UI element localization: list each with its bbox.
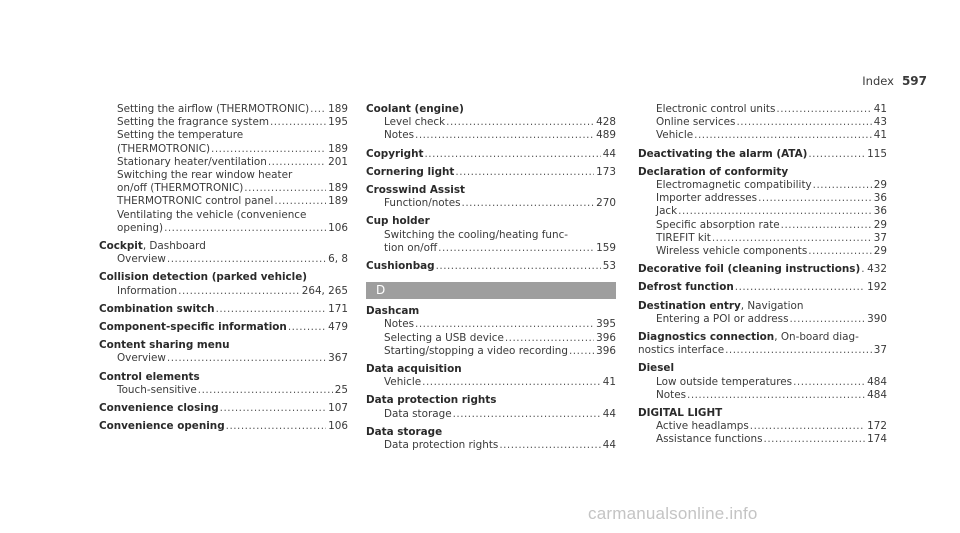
page-ref: 189 [328,103,348,115]
index-heading[interactable] [99,420,348,433]
heading-text: Diesel [638,362,675,375]
subentry[interactable] [366,318,616,331]
index-heading[interactable] [99,371,348,384]
subentry-text: Low outside temperatures [656,375,793,388]
dot-leader [164,222,326,235]
subentry[interactable] [99,195,348,208]
subentry-text: Setting the airflow (THERMOTRONIC) [117,103,310,115]
page-ref: 390 [867,312,887,325]
subentry[interactable] [99,222,348,235]
subentry-text: Setting the fragrance system [117,116,269,129]
page-ref: 396 [596,331,616,344]
heading-text: Convenience closing [99,402,219,415]
subentry[interactable] [638,129,887,142]
index-entry [99,240,348,266]
dot-leader [424,148,600,161]
page-ref: 264, 265 [301,284,348,297]
heading-text: Copyright [366,147,424,160]
page-ref: 479 [328,321,348,334]
dot-leader [725,344,872,357]
heading-qualifier: , On-board diag- [774,331,859,344]
index-entry [638,281,887,294]
dot-leader [198,384,333,397]
page-ref: 189 [328,142,348,155]
subentry-text: tion on/off [384,241,438,254]
subentry[interactable] [99,182,348,195]
dot-leader [438,242,594,255]
heading-text: DIGITAL LIGHT [638,407,723,420]
heading-text: Content sharing menu [99,339,230,352]
dot-leader [178,285,300,298]
dot-leader [462,197,595,210]
subentry-text: Online services [656,116,736,129]
index-heading[interactable] [638,263,887,276]
subentry[interactable] [366,116,616,129]
dot-leader [270,116,326,129]
watermark: carmanualsonline.info [588,504,758,523]
heading-text: Combination switch [99,302,215,315]
heading-text: Deactivating the alarm (ATA) [638,147,808,160]
page-ref: 41 [873,129,887,142]
subentry-text: on/off (THERMOTRONIC) [117,182,244,195]
page-ref: 29 [873,218,887,231]
page-ref: 367 [328,352,348,365]
subentry[interactable] [366,332,616,345]
subentry-text: (THERMOTRONIC) [117,142,211,155]
index-heading[interactable] [99,339,348,352]
index-heading[interactable] [638,362,887,375]
page-ref: 53 [602,260,616,273]
dot-leader [750,420,865,433]
index-entry [366,426,616,452]
page-ref: 192 [867,281,887,294]
page-ref: 189 [328,182,348,195]
page-ref: 107 [328,402,348,415]
dot-leader [736,116,871,129]
heading-text: Cup holder [366,215,430,228]
index-heading[interactable] [366,426,616,439]
index-heading[interactable] [366,215,616,228]
subentry-text: Starting/stopping a video recording [384,344,568,357]
page-header [862,74,927,88]
subentry[interactable] [638,420,887,433]
page-ref: 428 [596,116,616,129]
dot-leader [455,166,594,179]
index-heading[interactable] [366,103,616,116]
dot-leader [220,402,327,415]
subentry-text: Information [117,284,178,297]
page-ref: 195 [328,116,348,129]
dot-leader [415,129,594,142]
subentry-line: Switching the cooling/heating func- [384,228,569,241]
dot-leader [764,433,866,446]
page-ref: 44 [602,147,616,160]
index-heading[interactable] [638,281,887,294]
index-column-3 [638,103,887,447]
index-heading[interactable] [99,402,348,415]
index-entry [99,303,348,316]
dot-leader [288,321,326,334]
subentry-text: TIREFIT kit [656,231,711,244]
page-ref: 159 [596,241,616,254]
index-heading[interactable] [99,303,348,316]
subentry-text: Vehicle [656,129,694,142]
subentry[interactable] [638,205,887,218]
index-entry [99,103,348,235]
heading-text: Cushionbag [366,260,435,273]
dot-leader [712,232,872,245]
subentry[interactable] [638,116,887,129]
heading-qualifier: , Navigation [740,299,804,312]
page-ref: 201 [328,155,348,168]
subentry[interactable] [366,129,616,142]
dot-leader [268,156,326,169]
index-entry [366,260,616,273]
subentry[interactable] [638,245,887,258]
heading-text: Destination entry [638,299,741,312]
index-heading[interactable] [638,148,887,161]
subentry[interactable] [366,376,616,389]
dot-leader [422,376,601,389]
page-ref: 489 [596,129,616,142]
page-ref: 174 [867,433,887,446]
subentry-line: Switching the rear window heater [117,169,293,182]
subentry[interactable] [638,376,887,389]
index-heading[interactable] [366,260,616,273]
page-ref: 41 [873,103,887,115]
heading-text: Declaration of conformity [638,165,789,178]
subentry[interactable] [638,103,887,116]
page-ref: 115 [867,147,887,160]
index-entry [638,263,887,276]
dot-leader [167,352,326,365]
subentry[interactable] [366,197,616,210]
subentry[interactable] [366,439,616,452]
subentry-text: Specific absorption rate [656,218,780,231]
page-ref: 171 [328,302,348,315]
heading-text: Crosswind Assist [366,184,465,197]
dot-leader [793,376,865,389]
page-ref: 484 [867,375,887,388]
dot-leader [167,253,326,266]
page-ref: 36 [873,192,887,205]
index-entry [638,300,887,326]
index-entry [366,363,616,389]
index-entry [366,215,616,255]
index-heading[interactable] [638,331,887,344]
subentry[interactable] [638,192,887,205]
subentry-text: Active headlamps [656,420,749,433]
index-entry [366,148,616,161]
page-ref: 189 [328,195,348,208]
heading-text: Dashcam [366,305,420,318]
subentry-text: Vehicle [384,376,422,389]
dot-leader [446,116,594,129]
index-entry [99,339,348,365]
subentry-text: Wireless vehicle components [656,245,808,258]
index-entry [99,420,348,433]
dot-leader [310,103,326,116]
subentry-text: Touch-sensitive [117,383,197,396]
heading-text: Data storage [366,425,443,438]
index-heading[interactable] [366,184,616,197]
index-entry [638,103,887,143]
dot-leader [499,439,600,452]
page-ref: 44 [602,439,616,452]
subentry-text: Importer addresses [656,192,758,205]
subentry-line: Ventilating the vehicle (convenience [117,208,307,221]
index-heading[interactable] [99,271,348,284]
subentry-text: Notes [384,129,415,142]
heading-text: Data acquisition [366,363,462,376]
subentry[interactable] [366,345,616,358]
page-ref: 6, 8 [328,253,348,266]
dot-leader [808,245,871,258]
index-entry [638,166,887,258]
index-heading[interactable] [638,300,887,313]
index-entry [99,371,348,397]
page-ref: 432 [867,263,887,276]
subentry-text: Function/notes [384,197,461,210]
index-heading[interactable] [366,394,616,407]
subentry[interactable] [99,103,348,116]
subentry[interactable] [638,433,887,446]
page-ref: 36 [873,205,887,218]
subentry-text: Overview [117,352,166,365]
section-label: Index [862,74,894,88]
subentry-text: THERMOTRONIC control panel [117,195,274,208]
index-heading[interactable] [638,407,887,420]
subentry[interactable] [99,156,348,169]
subentry-text: Notes [656,388,687,401]
subentry-text: Selecting a USB device [384,331,504,344]
dot-leader [569,345,594,358]
index-entry [99,402,348,415]
subentry[interactable] [366,408,616,421]
subentry-text: Electromagnetic compatibility [656,179,812,192]
index-entry [99,321,348,334]
heading-text: Control elements [99,370,200,383]
heading-text: Component-specific information [99,321,287,334]
index-heading[interactable] [99,321,348,334]
page-ref: 37 [873,231,887,244]
index-entry [366,305,616,358]
page-ref: 44 [602,407,616,420]
subentry[interactable] [638,232,887,245]
index-entry [638,362,887,402]
page-ref: 172 [867,420,887,433]
index-entry [366,394,616,420]
page-ref: 396 [596,344,616,357]
heading-text: Collision detection (parked vehicle) [99,271,308,284]
subentry-text: Electronic control units [656,103,776,115]
heading-text: Cornering light [366,165,455,178]
page-ref: 173 [596,165,616,178]
subentry-line: Setting the temperature [117,129,244,142]
subentry-text: nostics interface [638,344,725,357]
subentry-text: Overview [117,253,166,266]
subentry[interactable] [99,352,348,365]
heading-qualifier: , Dashboard [142,240,206,253]
page-ref: 106 [328,221,348,234]
subentry[interactable] [99,384,348,397]
page-ref: 29 [873,179,887,192]
heading-text: Defrost function [638,281,734,294]
page-ref: 37 [873,344,887,357]
index-entry [366,184,616,210]
subentry[interactable] [638,219,887,232]
dot-leader [274,195,326,208]
dot-leader [226,420,327,433]
subentry-text: Entering a POI or address [656,312,789,325]
page-ref: 484 [867,388,887,401]
page-ref: 106 [328,420,348,433]
dot-leader [505,332,594,345]
page-ref: 25 [334,383,348,396]
subentry[interactable] [99,285,348,298]
dot-leader [694,129,872,142]
index-column-1 [99,103,348,433]
dot-leader [735,281,865,294]
subentry-text: Jack [656,205,678,218]
index-column-2 [366,103,616,452]
heading-text: Coolant (engine) [366,103,464,115]
heading-text: Convenience opening [99,420,225,433]
index-heading[interactable] [638,166,887,179]
dot-leader [776,103,871,116]
page-ref: 395 [596,318,616,331]
heading-text: Data protection rights [366,394,497,407]
subentry-text: Assistance functions [656,433,763,446]
dot-leader [687,389,865,402]
index-heading[interactable] [366,363,616,376]
subentry-text: Stationary heater/ventilation [117,155,267,168]
subentry-text: Level check [384,116,446,129]
index-entry [366,166,616,179]
letter-divider: D [366,282,616,299]
subentry-text: Data storage [384,407,452,420]
subentry[interactable] [638,389,887,402]
index-heading[interactable] [366,166,616,179]
subentry[interactable] [99,253,348,266]
index-heading[interactable] [99,240,348,253]
index-heading[interactable] [366,148,616,161]
heading-text: Diagnostics connection [638,331,775,344]
heading-text: Cockpit [99,240,143,253]
dot-leader [244,182,326,195]
index-entry [638,148,887,161]
dot-leader [453,408,601,421]
dot-leader [808,148,865,161]
index-entry [366,103,616,143]
dot-leader [211,143,326,156]
subentry-text: opening) [117,221,164,234]
index-entry [638,407,887,447]
subentry[interactable] [638,344,887,357]
dot-leader [678,205,872,218]
subentry[interactable] [99,116,348,129]
page-ref: 270 [596,197,616,210]
dot-leader [781,219,872,232]
dot-leader [790,313,866,326]
index-entry [638,331,887,357]
subentry-text: Notes [384,318,415,331]
dot-leader [436,260,601,273]
subentry[interactable] [638,313,887,326]
dot-leader [861,263,865,276]
subentry[interactable] [638,179,887,192]
index-entry [99,271,348,297]
page-ref: 43 [873,116,887,129]
subentry[interactable] [99,143,348,156]
page-number: 597 [901,74,927,88]
subentry[interactable] [366,242,616,255]
index-heading[interactable] [366,305,616,318]
heading-text: Decorative foil (cleaning instructions) [638,263,861,276]
page-ref: 41 [602,376,616,389]
subentry-text: Data protection rights [384,439,499,452]
dot-leader [415,318,594,331]
dot-leader [216,303,327,316]
dot-leader [813,179,872,192]
page-ref: 29 [873,245,887,258]
dot-leader [758,192,872,205]
